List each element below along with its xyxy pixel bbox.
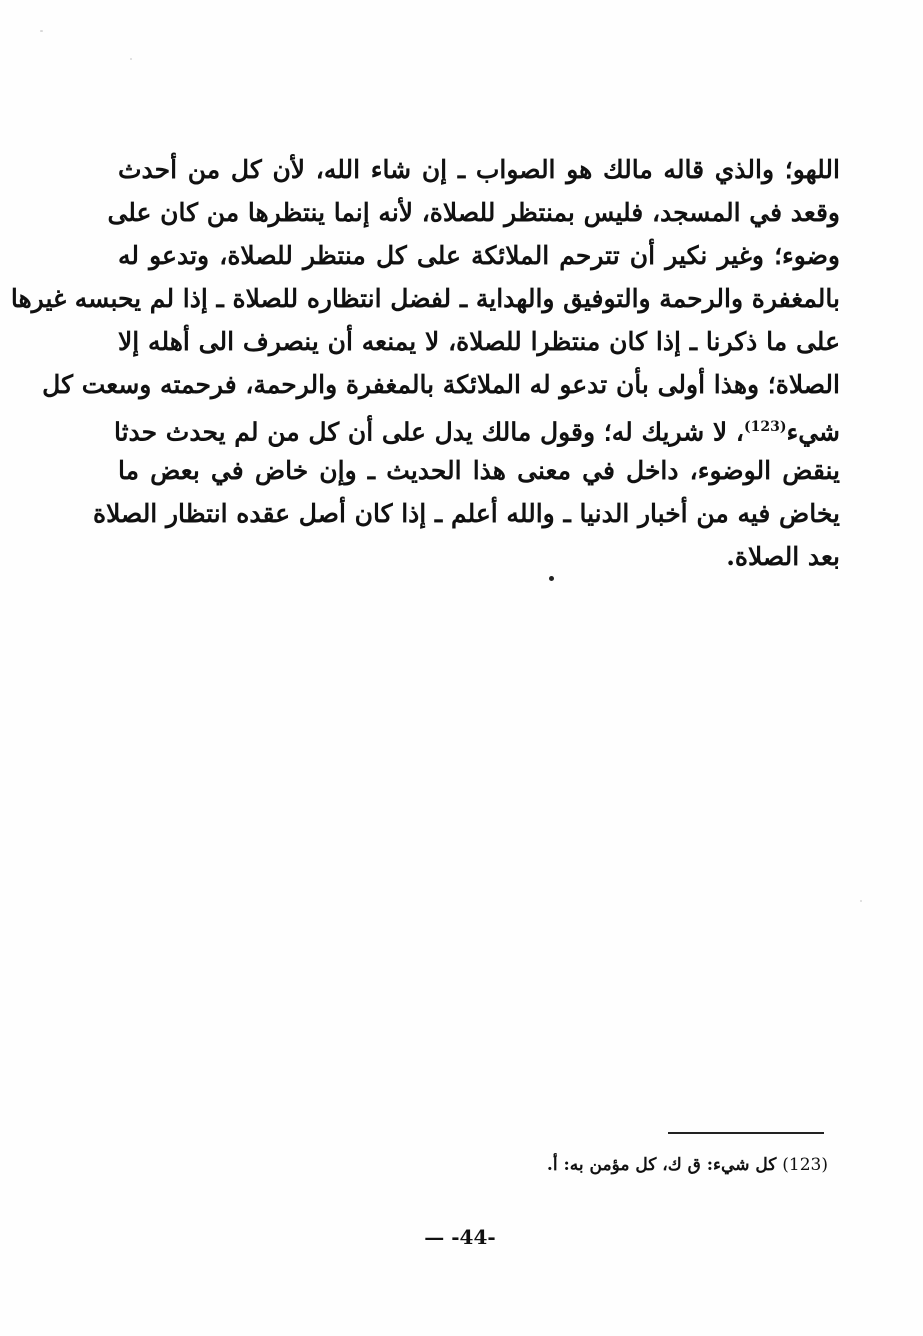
scan-speck: [40, 30, 43, 32]
text-line-6: الصلاة؛ وهذا أولى بأن تدعو له الملائكة بالمغفرة والرحمة، فرحمته وسعت كل: [42, 370, 840, 399]
text-line-9: يخاض فيه من أخبار الدنيا ـ والله أعلم ـ إذا كان أصل عقده انتظار الصلاة: [93, 499, 840, 528]
text-line-2: وقعد في المسجد، فليس بمنتظر للصلاة، لأنه إنما ينتظرها من كان على: [107, 198, 840, 227]
text-line-10: بعد الصلاة.: [726, 542, 840, 571]
scan-speck: [130, 58, 132, 60]
footnote-number: (123): [782, 1155, 828, 1175]
text-line-8: ينقض الوضوء، داخل في معنى هذا الحديث ـ وإن خاض في بعض ما: [118, 456, 840, 485]
text-line-7-start: شيء: [786, 417, 840, 447]
footnote-reference[interactable]: (123): [743, 419, 787, 435]
text-line-3: وضوء؛ وغير نكير أن تترحم الملائكة على كل منتظر للصلاة، وتدعو له: [118, 241, 840, 270]
footnote-separator: [668, 1132, 824, 1134]
text-line-4: بالمغفرة والرحمة والتوفيق والهداية ـ لفضل انتظاره للصلاة ـ إذا لم يحبسه غيرها: [10, 284, 840, 313]
scan-speck: [860, 900, 862, 902]
text-line-7: [113, 406, 840, 449]
page-number: — -44-: [424, 1225, 496, 1249]
footnote: [440, 1150, 828, 1180]
text-line-1: اللهو؛ والذي قاله مالك هو الصواب ـ إن شاء الله، لأن كل من أحدث: [118, 155, 840, 184]
footnote-text: كل شيء: ق ك، كل مؤمن به: أ.: [546, 1155, 777, 1175]
end-mark: [549, 576, 554, 581]
text-line-7-end: ، لا شريك له؛ وقول مالك يدل على أن كل من لم يحدث حدثا: [113, 417, 744, 447]
body-text: [10, 148, 840, 578]
text-line-5: على ما ذكرنا ـ إذا كان منتظرا للصلاة، لا يمنعه أن ينصرف الى أهله إلا: [118, 327, 840, 356]
